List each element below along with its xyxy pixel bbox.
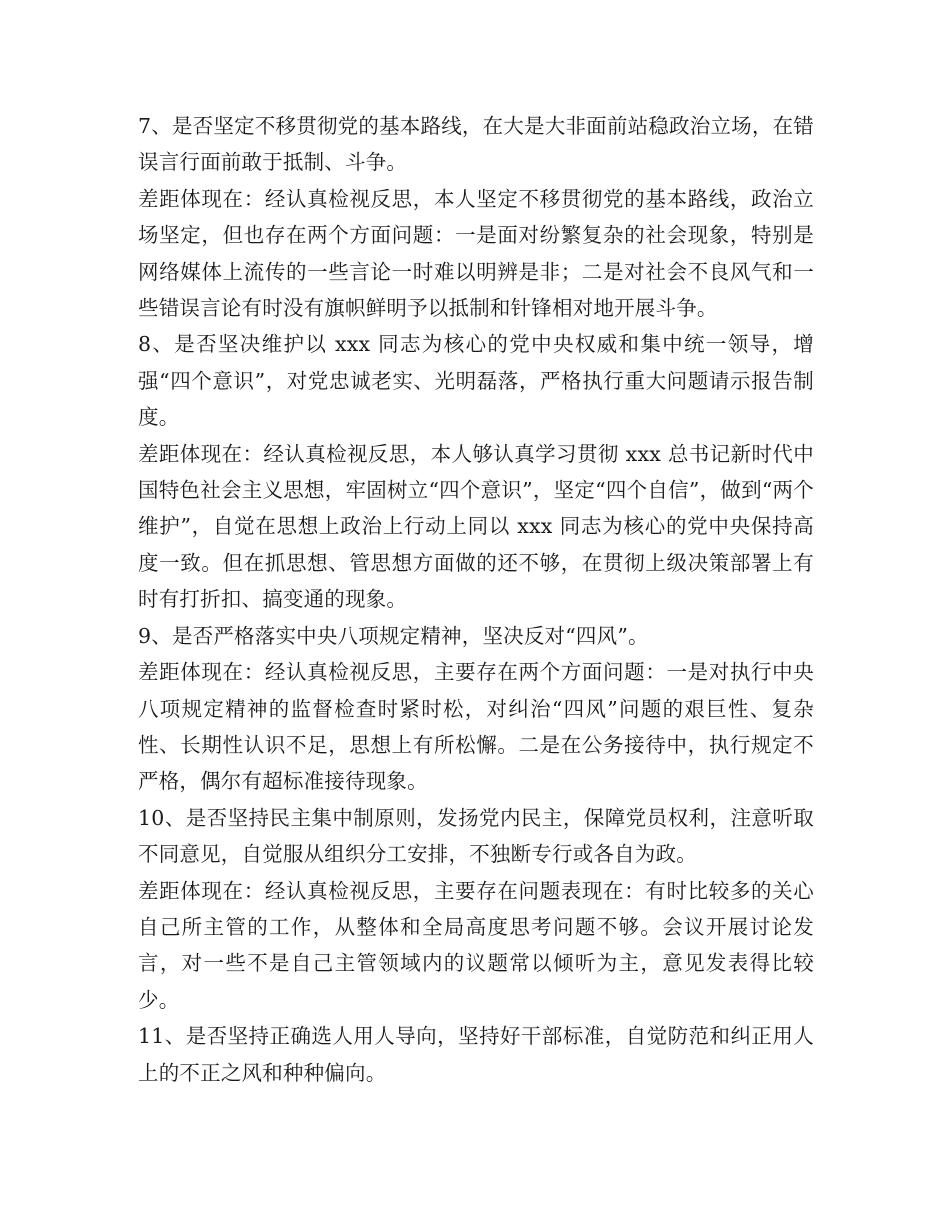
item-7-question: 7、是否坚定不移贯彻党的基本路线，在大是大非面前站稳政治立场，在错误言行面前敢于抵制、斗争。 (138, 114, 814, 175)
item-11-question: 11、是否坚持正确选人用人导向，坚持好干部标准，自觉防范和纠正用人上的不正之风和种种偏向。 (138, 1024, 814, 1085)
item-9-gap: 差距体现在：经认真检视反思，主要存在两个方面问题：一是对执行中央八项规定精神的监督检查时紧时松，对纠治“四风”问题的艰巨性、复杂性、长期性认识不足，思想上有所松懈。二是在公务接待中，执行规定不严格，偶尔有超标准接待现象。 (138, 660, 814, 794)
item-9-question: 9、是否严格落实中央八项规定精神，坚决反对“四风”。 (138, 623, 649, 648)
document-body (138, 108, 814, 1091)
item-8-gap: 差距体现在：经认真检视反思，本人够认真学习贯彻 xxx 总书记新时代中国特色社会主义思想，牢固树立“四个意识”，坚定“四个自信”，做到“两个维护”，自觉在思想上政治上行动上同以 xxx 同志为核心的党中央保持高度一致。但在抓思想、管思想方面做的还不够，在贯彻上级决策部署上有时有打折扣、搞变通的现象。 (138, 441, 814, 612)
item-8-question: 8、是否坚决维护以 xxx 同志为核心的党中央权威和集中统一领导，增强“四个意识”，对党忠诚老实、光明磊落，严格执行重大问题请示报告制度。 (138, 332, 814, 430)
item-10-gap: 差距体现在：经认真检视反思，主要存在问题表现在：有时比较多的关心自己所主管的工作，从整体和全局高度思考问题不够。会议开展讨论发言，对一些不是自己主管领域内的议题常以倾听为主，意见发表得比较少。 (138, 878, 814, 1012)
item-10-question: 10、是否坚持民主集中制原则，发扬党内民主，保障党员权利，注意听取不同意见，自觉服从组织分工安排，不独断专行或各自为政。 (138, 805, 814, 867)
item-7-gap: 差距体现在：经认真检视反思，本人坚定不移贯彻党的基本路线，政治立场坚定，但也存在两个方面问题：一是面对纷繁复杂的社会现象，特别是网络媒体上流传的一些言论一时难以明辨是非；二是对社会不良风气和一些错误言论有时没有旗帜鲜明予以抵制和针锋相对地开展斗争。 (138, 186, 814, 321)
